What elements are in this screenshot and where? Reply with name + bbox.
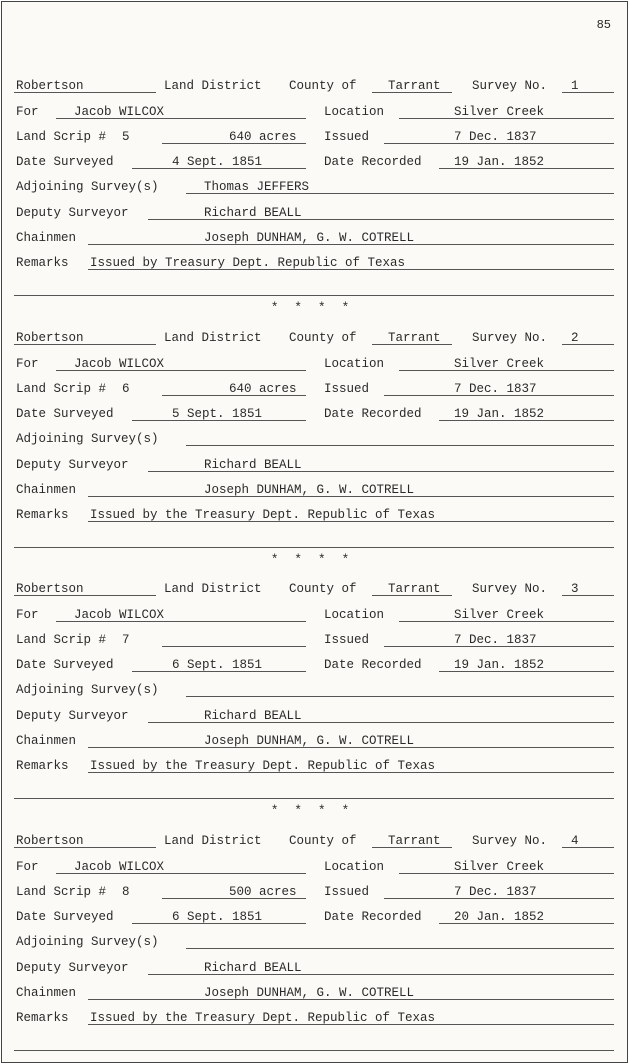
district-value: Robertson <box>16 582 84 597</box>
scrip-value: 5 <box>122 129 130 144</box>
scrip-value: 6 <box>122 381 130 396</box>
deputy-value: Richard BEALL <box>204 960 302 975</box>
document-page <box>1 1 628 1063</box>
for-label: For <box>16 104 39 119</box>
location-label: Location <box>324 859 385 874</box>
remarks-label: Remarks <box>16 256 69 271</box>
line-remarks <box>14 752 614 777</box>
county-label: County of <box>289 834 357 849</box>
line-scrip <box>14 375 614 400</box>
line-district <box>14 827 614 852</box>
survey-record <box>14 827 614 1055</box>
land-scrip-label: Land Scrip # <box>16 129 107 144</box>
issued-value: 7 Dec. 1837 <box>454 884 537 899</box>
line-deputy <box>14 953 614 978</box>
date-recorded-label: Date Recorded <box>324 658 422 673</box>
remarks-label: Remarks <box>16 759 69 774</box>
adjoining-label: Adjoining Survey(s) <box>16 683 159 698</box>
for-label: For <box>16 607 39 622</box>
survey-no-label: Survey No. <box>472 582 548 597</box>
adjoining-value: Thomas JEFFERS <box>204 180 310 195</box>
remarks-label: Remarks <box>16 508 69 523</box>
line-adjoining <box>14 173 614 198</box>
adjoining-rule <box>186 431 614 446</box>
survey-no-label: Survey No. <box>472 834 548 849</box>
location-value: Silver Creek <box>454 356 545 371</box>
remarks-value: Issued by the Treasury Dept. Republic of Texas <box>90 759 436 774</box>
chainmen-value: Joseph DUNHAM, G. W. COTRELL <box>204 734 415 749</box>
line-adjoining <box>14 676 614 701</box>
line-for <box>14 852 614 877</box>
district-value: Robertson <box>16 79 84 94</box>
adjoining-rule <box>186 682 614 697</box>
adjoining-label: Adjoining Survey(s) <box>16 432 159 447</box>
county-label: County of <box>289 79 357 94</box>
acres-value: 640 acres <box>229 381 297 396</box>
deputy-value: Richard BEALL <box>204 457 302 472</box>
date-surveyed-label: Date Surveyed <box>16 155 114 170</box>
deputy-label: Deputy Surveyor <box>16 708 129 723</box>
location-label: Location <box>324 104 385 119</box>
blank-rule <box>14 784 614 799</box>
deputy-value: Richard BEALL <box>204 205 302 220</box>
location-label: Location <box>324 607 385 622</box>
for-label: For <box>16 356 39 371</box>
date-surveyed-label: Date Surveyed <box>16 658 114 673</box>
survey-record <box>14 72 614 300</box>
blank-rule <box>14 281 614 296</box>
deputy-label: Deputy Surveyor <box>16 960 129 975</box>
line-blank <box>14 526 614 551</box>
land-scrip-label: Land Scrip # <box>16 884 107 899</box>
remarks-value: Issued by the Treasury Dept. Republic of Texas <box>90 508 436 523</box>
adjoining-label: Adjoining Survey(s) <box>16 935 159 950</box>
line-dates <box>14 903 614 928</box>
date-surveyed-label: Date Surveyed <box>16 407 114 422</box>
chainmen-value: Joseph DUNHAM, G. W. COTRELL <box>204 231 415 246</box>
location-value: Silver Creek <box>454 859 545 874</box>
issued-label: Issued <box>324 381 370 396</box>
recorded-value: 19 Jan. 1852 <box>454 658 545 673</box>
county-value: Tarrant <box>388 582 441 597</box>
chainmen-value: Joseph DUNHAM, G. W. COTRELL <box>204 483 415 498</box>
issued-value: 7 Dec. 1837 <box>454 129 537 144</box>
line-blank <box>14 1029 614 1054</box>
line-dates <box>14 400 614 425</box>
district-rule <box>14 330 156 345</box>
line-adjoining <box>14 425 614 450</box>
line-for <box>14 349 614 374</box>
county-value: Tarrant <box>388 331 441 346</box>
recorded-value: 20 Jan. 1852 <box>454 910 545 925</box>
adjoining-rule <box>186 934 614 949</box>
for-value: Jacob WILCOX <box>74 859 165 874</box>
line-scrip <box>14 626 614 651</box>
acres-value: 500 acres <box>229 884 297 899</box>
land-district-label: Land District <box>164 331 262 346</box>
record-separator: * * * * <box>270 803 354 818</box>
remarks-label: Remarks <box>16 1011 69 1026</box>
survey-no-value: 1 <box>571 79 579 94</box>
blank-rule <box>14 1036 614 1051</box>
line-deputy <box>14 701 614 726</box>
land-district-label: Land District <box>164 834 262 849</box>
survey-no-rule <box>562 581 614 596</box>
surveyed-value: 6 Sept. 1851 <box>172 658 263 673</box>
survey-record <box>14 575 614 803</box>
line-adjoining <box>14 928 614 953</box>
for-label: For <box>16 859 39 874</box>
line-remarks <box>14 1004 614 1029</box>
district-value: Robertson <box>16 331 84 346</box>
line-for <box>14 97 614 122</box>
land-district-label: Land District <box>164 582 262 597</box>
district-value: Robertson <box>16 834 84 849</box>
county-label: County of <box>289 331 357 346</box>
chainmen-label: Chainmen <box>16 483 77 498</box>
district-rule <box>14 581 156 596</box>
remarks-value: Issued by the Treasury Dept. Republic of Texas <box>90 1011 436 1026</box>
line-chainmen <box>14 727 614 752</box>
date-recorded-label: Date Recorded <box>324 407 422 422</box>
record-separator: * * * * <box>270 552 354 567</box>
blank-rule <box>14 533 614 548</box>
location-value: Silver Creek <box>454 104 545 119</box>
survey-no-rule <box>562 833 614 848</box>
surveyed-value: 5 Sept. 1851 <box>172 407 263 422</box>
page-number: 85 <box>596 18 611 32</box>
chainmen-label: Chainmen <box>16 986 77 1001</box>
issued-label: Issued <box>324 632 370 647</box>
line-scrip <box>14 878 614 903</box>
issued-label: Issued <box>324 884 370 899</box>
chainmen-label: Chainmen <box>16 734 77 749</box>
line-deputy <box>14 450 614 475</box>
surveyed-value: 6 Sept. 1851 <box>172 910 263 925</box>
deputy-value: Richard BEALL <box>204 708 302 723</box>
line-scrip <box>14 123 614 148</box>
surveyed-value: 4 Sept. 1851 <box>172 155 263 170</box>
chainmen-label: Chainmen <box>16 231 77 246</box>
deputy-label: Deputy Surveyor <box>16 205 129 220</box>
line-remarks <box>14 249 614 274</box>
issued-value: 7 Dec. 1837 <box>454 632 537 647</box>
issued-label: Issued <box>324 129 370 144</box>
line-dates <box>14 148 614 173</box>
scrip-value: 7 <box>122 632 130 647</box>
survey-no-label: Survey No. <box>472 331 548 346</box>
line-blank <box>14 777 614 802</box>
survey-no-rule <box>562 78 614 93</box>
line-dates <box>14 651 614 676</box>
line-blank <box>14 274 614 299</box>
district-rule <box>14 833 156 848</box>
land-scrip-label: Land Scrip # <box>16 632 107 647</box>
chainmen-value: Joseph DUNHAM, G. W. COTRELL <box>204 986 415 1001</box>
line-deputy <box>14 198 614 223</box>
county-value: Tarrant <box>388 79 441 94</box>
survey-no-value: 3 <box>571 582 579 597</box>
location-value: Silver Creek <box>454 607 545 622</box>
for-value: Jacob WILCOX <box>74 607 165 622</box>
issued-value: 7 Dec. 1837 <box>454 381 537 396</box>
county-value: Tarrant <box>388 834 441 849</box>
survey-no-rule <box>562 330 614 345</box>
line-remarks <box>14 501 614 526</box>
adjoining-label: Adjoining Survey(s) <box>16 180 159 195</box>
survey-no-label: Survey No. <box>472 79 548 94</box>
for-value: Jacob WILCOX <box>74 104 165 119</box>
scrip-value: 8 <box>122 884 130 899</box>
line-district <box>14 72 614 97</box>
land-district-label: Land District <box>164 79 262 94</box>
land-scrip-label: Land Scrip # <box>16 381 107 396</box>
survey-no-value: 4 <box>571 834 579 849</box>
district-rule <box>14 78 156 93</box>
record-separator: * * * * <box>270 300 354 315</box>
line-chainmen <box>14 979 614 1004</box>
for-value: Jacob WILCOX <box>74 356 165 371</box>
location-label: Location <box>324 356 385 371</box>
line-chainmen <box>14 224 614 249</box>
survey-no-value: 2 <box>571 331 579 346</box>
line-chainmen <box>14 476 614 501</box>
date-surveyed-label: Date Surveyed <box>16 910 114 925</box>
date-recorded-label: Date Recorded <box>324 910 422 925</box>
line-for <box>14 600 614 625</box>
survey-record <box>14 324 614 552</box>
date-recorded-label: Date Recorded <box>324 155 422 170</box>
acres-value: 640 acres <box>229 129 297 144</box>
deputy-label: Deputy Surveyor <box>16 457 129 472</box>
line-district <box>14 324 614 349</box>
recorded-value: 19 Jan. 1852 <box>454 407 545 422</box>
acres-rule <box>162 632 306 647</box>
county-label: County of <box>289 582 357 597</box>
recorded-value: 19 Jan. 1852 <box>454 155 545 170</box>
line-district <box>14 575 614 600</box>
remarks-value: Issued by Treasury Dept. Republic of Texas <box>90 256 406 271</box>
